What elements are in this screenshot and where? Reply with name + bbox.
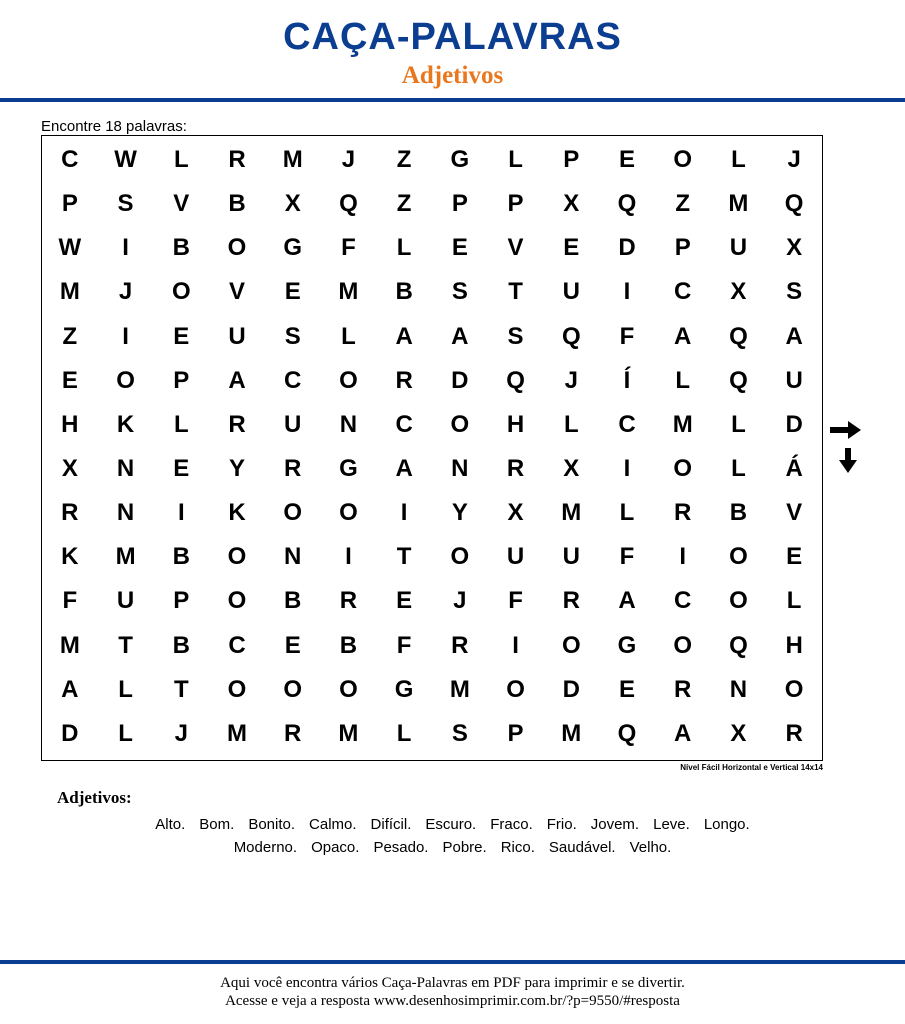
grid-letter: R [228, 410, 246, 438]
grid-letter: L [731, 410, 746, 438]
arrow-right-icon [830, 420, 862, 440]
word-list-item: Alto. [155, 816, 186, 833]
grid-letter: A [674, 322, 692, 350]
grid-letter: L [786, 587, 802, 615]
grid-letter: C [61, 146, 79, 174]
grid-letter: Q [617, 190, 637, 218]
grid-letter: D [618, 234, 636, 262]
grid-letter: O [673, 631, 693, 659]
word-list-item: Difícil. [370, 816, 412, 833]
top-divider [0, 98, 905, 102]
grid-letter: R [284, 719, 302, 747]
grid-letter: R [785, 719, 803, 747]
grid-letter: C [395, 410, 413, 438]
page-title: CAÇA-PALAVRAS [283, 16, 622, 58]
grid-letter: R [562, 587, 580, 615]
grid-letter: V [786, 499, 803, 527]
grid-letter: U [116, 587, 135, 615]
grid-letter: Á [785, 455, 803, 483]
grid-letter: A [451, 322, 469, 350]
grid-letter: B [172, 543, 190, 571]
grid-letter: L [173, 146, 189, 174]
grid-letter: L [341, 322, 356, 350]
grid-letter: L [118, 719, 133, 747]
grid-letter: L [396, 234, 412, 262]
grid-letter: O [673, 455, 693, 483]
grid-letter: S [451, 278, 468, 306]
word-list-item: Fraco. [490, 816, 533, 833]
grid-letter: E [618, 146, 635, 174]
grid-letter: E [563, 234, 580, 262]
grid-letter: L [619, 499, 635, 527]
grid-letter: U [284, 410, 302, 438]
word-list-item: Leve. [653, 816, 690, 833]
footer-text-line-1: Aqui você encontra vários Caça-Palavras em PDF para imprimir e se divertir. [220, 975, 685, 991]
word-list-item: Moderno. [233, 839, 298, 856]
grid-letter: A [618, 587, 636, 615]
grid-letter: U [506, 543, 525, 571]
grid-letter: G [394, 675, 414, 703]
grid-letter: M [226, 719, 247, 747]
grid-letter: O [450, 543, 470, 571]
word-list-item: Pesado. [373, 839, 429, 856]
grid-letter: I [345, 543, 352, 571]
grid-letter: O [227, 234, 247, 262]
grid-letter: O [339, 675, 358, 703]
grid-letter: E [396, 587, 413, 615]
grid-letter: O [784, 675, 804, 703]
grid-letter: C [674, 587, 692, 615]
grid-letter: M [728, 190, 749, 218]
grid-letter: P [61, 190, 78, 218]
grid-letter: S [451, 719, 468, 747]
grid-letter: F [619, 322, 635, 350]
grid-letter: U [562, 543, 580, 571]
word-list-item: Bonito. [248, 816, 296, 833]
grid-letter: L [396, 719, 412, 747]
grid-letter: V [173, 190, 190, 218]
grid-letter: W [58, 234, 82, 262]
grid-letter: C [284, 366, 302, 394]
grid-letter: R [395, 366, 413, 394]
grid-letter: I [679, 543, 687, 571]
instruction-text: Encontre 18 palavras: [41, 118, 187, 135]
grid-letter: Z [396, 190, 412, 218]
grid-letter: G [283, 234, 303, 262]
grid-letter: D [61, 719, 79, 747]
grid-letter: S [284, 322, 301, 350]
grid-letter: A [395, 322, 413, 350]
word-list-item: Bom. [199, 816, 235, 833]
grid-letter: E [173, 455, 190, 483]
grid-letter: U [729, 234, 748, 262]
grid-letter: O [227, 543, 247, 571]
bottom-divider [0, 960, 905, 964]
grid-letter: L [508, 146, 523, 174]
grid-letter: M [449, 675, 470, 703]
grid-letter: M [59, 278, 80, 306]
word-list-item: Rico. [500, 839, 535, 856]
grid-letter: P [674, 234, 691, 262]
grid-letter: Í [623, 366, 631, 394]
grid-letter: J [453, 587, 467, 615]
grid-letter: P [507, 719, 524, 747]
grid-letter: E [284, 631, 301, 659]
word-search-grid [42, 136, 822, 760]
grid-letter: N [116, 499, 135, 527]
grid-letter: S [507, 322, 524, 350]
grid-letter: Q [784, 190, 804, 218]
grid-letter: J [341, 146, 356, 174]
grid-letter: P [563, 146, 580, 174]
grid-letter: V [507, 234, 524, 262]
grid-letter: I [177, 499, 185, 527]
grid-letter: M [115, 543, 136, 571]
grid-letter: O [227, 587, 247, 615]
grid-letter: N [339, 410, 358, 438]
grid-letter: B [339, 631, 358, 659]
grid-letter: T [508, 278, 523, 306]
grid-letter: R [506, 455, 525, 483]
grid-letter: F [341, 234, 356, 262]
grid-letter: E [451, 234, 468, 262]
grid-letter: M [672, 410, 693, 438]
grid-letter: U [785, 366, 803, 394]
word-list-item: Pobre. [442, 839, 487, 856]
grid-letter: O [729, 587, 748, 615]
grid-letter: K [61, 543, 79, 571]
grid-letter: K [116, 410, 135, 438]
grid-letter: J [787, 146, 801, 174]
grid-letter: Z [62, 322, 78, 350]
grid-letter: P [173, 366, 190, 394]
grid-letter: N [284, 543, 302, 571]
grid-letter: A [395, 455, 413, 483]
grid-letter: B [172, 631, 190, 659]
grid-letter: N [116, 455, 135, 483]
footer-text-line-2: Acesse e veja a resposta www.desenhosimprimir.com.br/?p=9550/#resposta [225, 993, 680, 1009]
grid-letter: R [451, 631, 469, 659]
grid-letter: E [284, 278, 301, 306]
grid-letter: B [172, 234, 190, 262]
grid-letter: W [114, 146, 137, 174]
grid-letter: O [729, 543, 748, 571]
grid-letter: L [731, 146, 746, 174]
grid-letter: R [61, 499, 79, 527]
grid-letter: F [62, 587, 78, 615]
grid-letter: E [173, 322, 190, 350]
word-list-item: Saudável. [548, 839, 616, 856]
grid-letter: Y [451, 499, 468, 527]
word-list-line-1 [0, 816, 905, 833]
grid-letter: H [785, 631, 803, 659]
grid-letter: K [228, 499, 246, 527]
grid-letter: E [618, 675, 635, 703]
grid-letter: J [118, 278, 133, 306]
grid-letter: M [338, 719, 359, 747]
grid-letter: X [730, 719, 747, 747]
grid-letter: M [561, 719, 582, 747]
grid-letter: R [674, 675, 692, 703]
grid-letter: I [623, 278, 631, 306]
grid-letter: R [228, 146, 246, 174]
grid-letter: B [729, 499, 748, 527]
word-list-item: Opaco. [311, 839, 360, 856]
grid-letter: A [61, 675, 79, 703]
grid-letter: O [283, 675, 303, 703]
grid-letter: J [564, 366, 578, 394]
grid-letter: L [118, 675, 133, 703]
grid-letter: A [228, 366, 246, 394]
grid-letter: X [563, 190, 580, 218]
grid-letter: R [674, 499, 692, 527]
grid-letter: O [283, 499, 303, 527]
grid-letter: M [338, 278, 359, 306]
grid-letter: F [619, 543, 635, 571]
grid-letter: X [284, 190, 301, 218]
grid-letter: I [623, 455, 631, 483]
grid-letter: E [786, 543, 803, 571]
grid-letter: P [507, 190, 524, 218]
grid-letter: Q [561, 322, 581, 350]
grid-letter: B [228, 190, 246, 218]
grid-letter: O [339, 366, 358, 394]
grid-letter: O [450, 410, 470, 438]
grid-letter: Y [228, 455, 245, 483]
grid-letter: G [617, 631, 637, 659]
grid-letter: T [173, 675, 189, 703]
grid-letter: O [171, 278, 191, 306]
grid-letter: C [618, 410, 636, 438]
grid-letter: V [228, 278, 245, 306]
grid-letter: F [508, 587, 523, 615]
level-note: Nível Fácil Horizontal e Vertical 14x14 [680, 763, 823, 772]
grid-letter: Q [617, 719, 637, 747]
grid-letter: T [396, 543, 412, 571]
grid-letter: F [396, 631, 412, 659]
page-subtitle: Adjetivos [401, 62, 504, 89]
grid-letter: B [395, 278, 413, 306]
grid-letter: D [562, 675, 580, 703]
grid-letter: Q [729, 366, 748, 394]
grid-letter: A [674, 719, 692, 747]
grid-letter: X [61, 455, 78, 483]
word-list-item: Calmo. [309, 816, 357, 833]
grid-letter: L [675, 366, 691, 394]
grid-letter: O [339, 499, 358, 527]
grid-letter: S [117, 190, 134, 218]
word-list-item: Frio. [546, 816, 577, 833]
grid-letter: T [118, 631, 133, 659]
word-list-title: Adjetivos: [57, 788, 132, 807]
grid-letter: O [227, 675, 247, 703]
grid-letter: M [282, 146, 303, 174]
grid-letter: A [785, 322, 803, 350]
grid-letter: I [512, 631, 519, 659]
grid-letter: N [451, 455, 469, 483]
grid-letter: Q [729, 322, 748, 350]
grid-letter: L [731, 455, 746, 483]
grid-letter: R [284, 455, 302, 483]
grid-letter: G [339, 455, 358, 483]
grid-letter: C [228, 631, 246, 659]
grid-letter: I [122, 322, 129, 350]
grid-letter: L [563, 410, 579, 438]
grid-letter: Z [675, 190, 691, 218]
grid-letter: R [339, 587, 358, 615]
grid-letter: O [116, 366, 135, 394]
grid-letter: M [561, 499, 582, 527]
grid-letter: Q [729, 631, 748, 659]
grid-letter: H [61, 410, 79, 438]
word-list-item: Longo. [703, 816, 750, 833]
grid-letter: O [561, 631, 581, 659]
grid-letter: U [562, 278, 580, 306]
grid-letter: D [451, 366, 469, 394]
grid-letter: X [507, 499, 524, 527]
grid-letter: N [729, 675, 748, 703]
grid-letter: E [61, 366, 78, 394]
grid-letter: Q [339, 190, 358, 218]
grid-letter: O [506, 675, 525, 703]
grid-letter: I [122, 234, 129, 262]
grid-letter: X [786, 234, 803, 262]
word-list-item: Velho. [629, 839, 672, 856]
grid-letter: P [451, 190, 468, 218]
grid-letter: G [450, 146, 470, 174]
grid-letter: D [785, 410, 803, 438]
word-search-grid-frame [41, 135, 823, 761]
grid-letter: X [730, 278, 747, 306]
grid-letter: U [228, 322, 246, 350]
grid-letter: S [786, 278, 803, 306]
grid-letter: Z [396, 146, 412, 174]
grid-letter: L [173, 410, 189, 438]
word-list-item: Jovem. [590, 816, 640, 833]
grid-letter: P [173, 587, 190, 615]
grid-letter: X [563, 455, 580, 483]
grid-letter: O [673, 146, 693, 174]
word-list-item: Escuro. [425, 816, 477, 833]
arrow-down-icon [838, 448, 858, 474]
grid-letter: C [674, 278, 692, 306]
grid-letter: I [400, 499, 408, 527]
grid-letter: B [284, 587, 302, 615]
grid-letter: Q [506, 366, 525, 394]
grid-letter: H [506, 410, 525, 438]
word-list-line-2 [0, 839, 905, 856]
grid-letter: J [174, 719, 188, 747]
grid-letter: M [59, 631, 80, 659]
